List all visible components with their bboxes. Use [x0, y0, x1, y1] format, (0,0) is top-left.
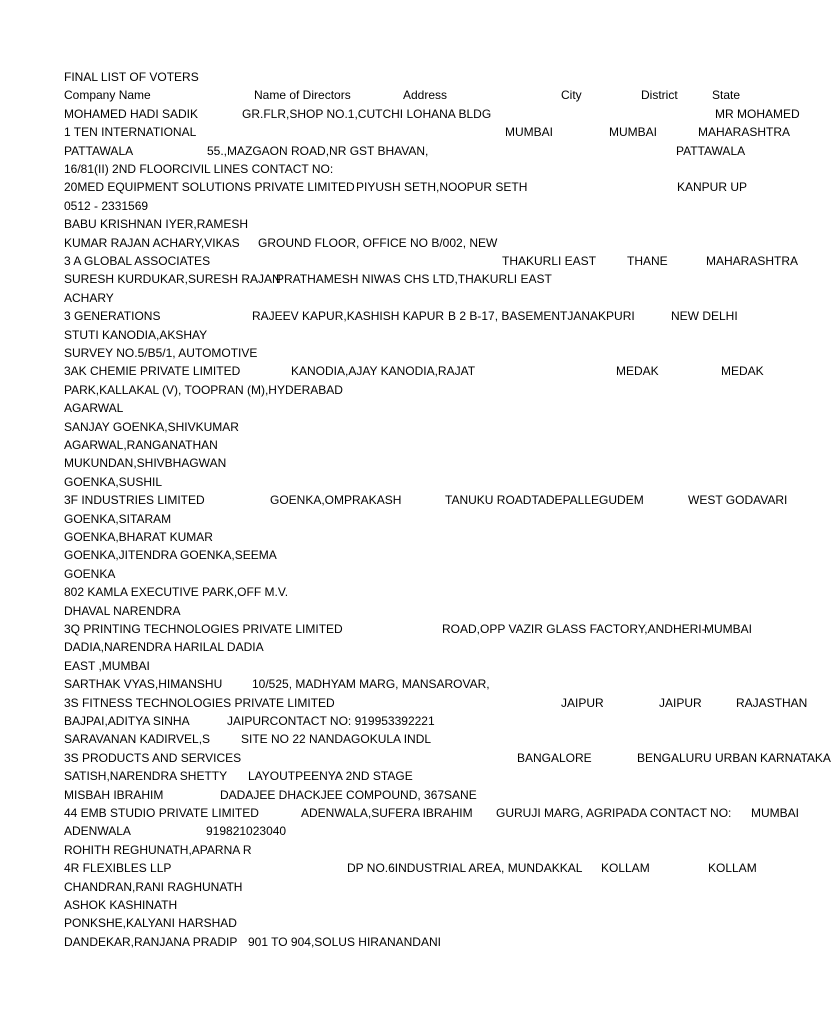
text-line [0, 620, 768, 638]
text-cell: 3F INDUSTRIES LIMITED [64, 493, 205, 508]
text-cell: STUTI KANODIA,AKSHAY [64, 327, 208, 342]
column-header-row [0, 86, 768, 104]
text-cell: CHANDRAN,RANI RAGHUNATH [64, 879, 243, 894]
text-line [0, 583, 768, 601]
text-cell: MUMBAI [704, 622, 752, 636]
text-line [0, 123, 791, 141]
text-cell: JAIPUR [561, 695, 604, 710]
text-line [0, 197, 768, 215]
text-line [0, 675, 768, 693]
text-cell: BANGALORE [517, 750, 592, 765]
text-line [0, 841, 768, 859]
text-line [0, 381, 768, 399]
column-header: District [641, 88, 678, 103]
text-cell: ROHITH REGHUNATH,APARNA R [64, 842, 252, 857]
text-cell: GR.FLR,SHOP NO.1,CUTCHI LOHANA BLDG [242, 106, 492, 121]
text-cell: SURVEY NO.5/B5/1, AUTOMOTIVE [64, 346, 258, 360]
column-header: Address [403, 88, 448, 103]
column-header: City [561, 88, 582, 103]
text-cell: AGARWAL [64, 401, 124, 416]
text-cell: KOLLAM [708, 861, 757, 876]
text-cell: GURUJI MARG, AGRIPADA CONTACT NO: [496, 806, 732, 820]
text-cell: MUMBAI [751, 806, 799, 820]
text-cell: PRATHAMESH NIWAS CHS LTD,THAKURLI EAST [276, 272, 552, 287]
text-cell: MEDAK [616, 364, 659, 379]
text-cell: 3S FITNESS TECHNOLOGIES PRIVATE LIMITED [64, 695, 335, 710]
text-cell: 55.,MAZGAON ROAD,NR GST BHAVAN, [207, 143, 429, 158]
text-cell: JAIPURCONTACT NO: 919953392221 [227, 714, 435, 728]
text-cell: ACHARY [64, 290, 114, 305]
text-cell: 3 GENERATIONS [64, 309, 161, 324]
text-line [0, 399, 768, 417]
text-line [0, 326, 768, 344]
text-cell: NEW DELHI [671, 309, 738, 324]
column-header: Company Name [64, 88, 151, 103]
text-line [0, 712, 768, 730]
text-cell: MEDAK [721, 364, 764, 379]
text-cell: DP NO.6INDUSTRIAL AREA, MUNDAKKAL [347, 861, 583, 876]
text-line [0, 878, 768, 896]
column-header: Name of Directors [254, 88, 351, 103]
text-cell: 3Q PRINTING TECHNOLOGIES PRIVATE LIMITED [64, 622, 343, 636]
text-line [0, 215, 768, 233]
text-cell: GOENKA,OMPRAKASH [270, 493, 402, 508]
text-line [0, 160, 768, 178]
text-line [0, 362, 768, 380]
text-cell: 901 TO 904,SOLUS HIRANANDANI [248, 934, 441, 949]
text-cell: KOLLAM [601, 861, 650, 876]
text-cell: KARNATAKA [760, 750, 831, 765]
text-cell: BABU KRISHNAN IYER,RAMESH [64, 217, 249, 232]
text-cell: B 2 B-17, BASEMENTJANAKPURI [448, 309, 635, 324]
text-line [0, 914, 768, 932]
text-line [0, 234, 768, 252]
text-cell: 3AK CHEMIE PRIVATE LIMITED [64, 364, 241, 379]
text-line [0, 602, 768, 620]
text-cell: SARTHAK VYAS,HIMANSHU [64, 677, 223, 692]
text-cell: MR MOHAMED [715, 106, 800, 121]
text-line [0, 638, 768, 656]
text-cell: MUMBAI [609, 125, 657, 140]
text-line [0, 436, 768, 454]
text-line [0, 454, 768, 472]
text-cell: MUKUNDAN,SHIVBHAGWAN [64, 456, 227, 471]
text-cell: THAKURLI EAST [502, 254, 597, 268]
text-line [0, 859, 768, 877]
text-cell: DADAJEE DHACKJEE COMPOUND, 367SANE [220, 787, 477, 802]
text-cell: SARAVANAN KADIRVEL,S [64, 732, 211, 747]
text-cell: ADENWALA,SUFERA IBRAHIM [301, 806, 473, 820]
text-cell: ROAD,OPP VAZIR GLASS FACTORY,ANDHERI- [442, 622, 706, 636]
text-line [0, 804, 799, 822]
text-cell: SANJAY GOENKA,SHIVKUMAR [64, 419, 239, 434]
text-cell: MOHAMED HADI SADIK [64, 106, 199, 121]
text-cell: GROUND FLOOR, OFFICE NO B/002, NEW [258, 235, 498, 250]
text-line [0, 749, 831, 767]
text-cell: PATTAWALA [676, 143, 746, 158]
text-cell: 802 KAMLA EXECUTIVE PARK,OFF M.V. [64, 585, 289, 600]
text-line [0, 491, 788, 509]
text-line [0, 896, 768, 914]
text-cell: MAHARASHTRA [706, 254, 799, 268]
text-cell: ADENWALA [64, 824, 131, 839]
text-cell: 10/525, MADHYAM MARG, MANSAROVAR, [252, 677, 490, 692]
text-cell: FINAL LIST OF VOTERS [64, 70, 199, 84]
text-cell: 3 A GLOBAL ASSOCIATES [64, 254, 211, 268]
text-cell: GOENKA,SITARAM [64, 511, 172, 526]
text-cell: THANE [627, 254, 668, 268]
text-cell: KANPUR UP [677, 180, 748, 195]
text-cell: GOENKA,SUSHIL [64, 474, 163, 489]
text-line [0, 289, 768, 307]
text-cell: 919821023040 [206, 824, 287, 839]
text-cell: GOENKA [64, 566, 116, 581]
text-line [0, 933, 768, 951]
text-cell: RAJEEV KAPUR,KASHISH KAPUR [252, 309, 445, 324]
text-cell: KUMAR RAJAN ACHARY,VIKAS [64, 235, 240, 250]
text-cell: MISBAH IBRAHIM [64, 787, 164, 802]
text-line [0, 105, 800, 123]
text-cell: SITE NO 22 NANDAGOKULA INDL [241, 732, 432, 747]
text-cell: PIYUSH SETH,NOOPUR SETH [356, 180, 528, 195]
document-title-row [0, 68, 768, 86]
text-cell: GOENKA,BHARAT KUMAR [64, 530, 213, 544]
text-line [0, 565, 768, 583]
text-line [0, 786, 768, 804]
text-cell: PARK,KALLAKAL (V), TOOPRAN (M),HYDERABAD [64, 382, 343, 397]
text-line [0, 473, 768, 491]
column-header: State [712, 88, 741, 103]
text-cell: DADIA,NARENDRA HARILAL DADIA [64, 640, 264, 655]
text-line [0, 418, 768, 436]
text-cell: BAJPAI,ADITYA SINHA [64, 714, 190, 728]
text-cell: 16/81(II) 2ND FLOORCIVIL LINES CONTACT NO: [64, 162, 334, 176]
text-cell: RAJASTHAN [736, 695, 808, 710]
text-line [0, 822, 768, 840]
text-cell: 20MED EQUIPMENT SOLUTIONS PRIVATE LIMITED [64, 180, 355, 195]
text-cell: 3S PRODUCTS AND SERVICES [64, 750, 242, 765]
text-cell: 44 EMB STUDIO PRIVATE LIMITED [64, 806, 259, 820]
text-cell: 4R FLEXIBLES LLP [64, 861, 172, 876]
text-cell: JAIPUR [659, 695, 702, 710]
text-line [0, 142, 768, 160]
text-cell: DANDEKAR,RANJANA PRADIP [64, 934, 238, 949]
text-cell: GOENKA,JITENDRA GOENKA,SEEMA [64, 548, 277, 563]
text-line [0, 344, 768, 362]
text-cell: MAHARASHTRA [698, 125, 791, 140]
text-cell: 1 TEN INTERNATIONAL [64, 125, 197, 140]
text-cell: SURESH KURDUKAR,SURESH RAJAN [64, 272, 281, 287]
text-cell: MUMBAI [505, 125, 553, 140]
text-line [0, 510, 768, 528]
text-cell: BENGALURU URBAN [637, 750, 758, 765]
text-line [0, 767, 768, 785]
text-cell: SATISH,NARENDRA SHETTY [64, 769, 228, 784]
text-cell: EAST ,MUMBAI [64, 658, 150, 673]
text-line [0, 694, 808, 712]
text-line [0, 657, 768, 675]
text-line [0, 546, 768, 564]
text-line [0, 730, 768, 748]
text-line [0, 252, 799, 270]
text-cell: LAYOUTPEENYA 2ND STAGE [248, 769, 413, 784]
text-line [0, 307, 768, 325]
text-line [0, 178, 768, 196]
text-line [0, 270, 768, 288]
text-cell: PONKSHE,KALYANI HARSHAD [64, 916, 237, 931]
text-line [0, 528, 768, 546]
text-cell: PATTAWALA [64, 143, 134, 158]
text-cell: ASHOK KASHINATH [64, 898, 178, 912]
text-cell: 0512 - 2331569 [64, 198, 149, 213]
text-cell: AGARWAL,RANGANATHAN [64, 438, 218, 452]
text-cell: KANODIA,AJAY KANODIA,RAJAT [291, 364, 476, 379]
text-cell: TANUKU ROADTADEPALLEGUDEM [445, 493, 644, 508]
text-cell: WEST GODAVARI [688, 493, 788, 508]
text-cell: DHAVAL NARENDRA [64, 603, 181, 618]
